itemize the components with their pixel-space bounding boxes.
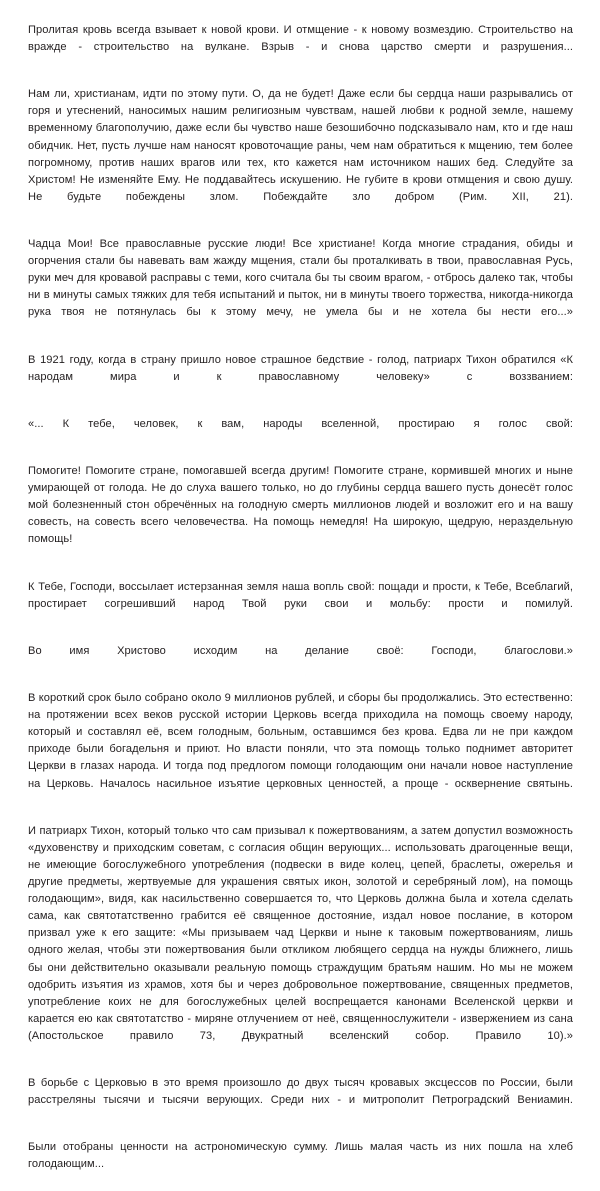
paragraph-10: И патриарх Тихон, который только что сам призывал к пожертвованиям, а затем допустил возможность «духовенству и приходским советам, с согласия общин верующих... использовать драгоценные вещи, не имеющие богослужебного употребления (подвески в виде колец, цепей, браслеты, ожерелья и другие предметы, жертвуемые для украшения святых икон, золотой и серебряный лом), на помощь голодающим», видя, как насильственно совершается то, что Церковь должна была и хотела сделать сама, как святотатственно грабится её священное достояние, издал новое послание, в котором призвал уже к его защите: «Мы призываем чад Церкви и ныне к таковым пожертвованиям, лишь одного желая, чтобы эти пожертвования были откликом любящего сердца на нужды ближнего, лишь бы они действительно оказывали реальную помощь страждущим братьям нашим. Но мы не можем одобрить изъятия из храмов, хотя бы и через добровольное пожертвование, священных предметов, употребление коих не для богослужебных целей воспрещается канонами Вселенской церкви и карается ею как святотатство - миряне отлучением от неё, священнослужители - извержением из сана (Апостольское правило 73, Двукратный вселенский собор. Правило 10).» xyxy=(28,824,573,1042)
paragraph-9: В короткий срок было собрано около 9 миллионов рублей, и сборы бы продолжались. Это естественно: на протяжении всех веков русской истории Церковь всегда приходила на помощь своему народу, который и составлял её, всем голодным, больным, оставшимся без крова. Едва ли не при каждом приходе были богадельня и приют. Но власти поняли, что эта помощь только поднимет авторитет Церкви в глазах народа. И тогда под предлогом помощи голодающим они начали новое наступление на Церковь. Началось насильное изъятие церковных ценностей, а проще - осквернение святынь. xyxy=(28,692,573,790)
document-text-body xyxy=(28,22,573,1191)
paragraph-8: Во имя Христово исходим на делание своё: Господи, благослови.» xyxy=(28,644,573,657)
paragraph-6: Помогите! Помогите стране, помогавшей всегда другим! Помогите стране, кормившей многих и ныне умирающей от голода. Не до слуха вашего только, но до глубины сердца вашего пусть донесёт голос мой болезненный стон обречённых на голодную смерть миллионов людей и возложит его и на вашу совесть, на совесть всего человечества. На помощь немедля! На широкую, щедрую, нераздельную помощь! xyxy=(28,465,573,546)
paragraph-4: В 1921 году, когда в страну пришло новое страшное бедствие - голод, патриарх Тихон обратился «К народам мира и к православному человеку» с воззванием: xyxy=(28,353,573,383)
paragraph-1: Пролитая кровь всегда взывает к новой крови. И отмщение - к новому возмездию. Строительство на вражде - строительство на вулкане. Взрыв - и снова царство смерти и разрушения... xyxy=(28,24,573,54)
paragraph-11: В борьбе с Церковью в это время произошло до двух тысяч кровавых эксцессов по России, были расстреляны тысячи и тысячи верующих. Среди них - и митрополит Петроградский Вениамин. xyxy=(28,1077,573,1107)
paragraph-5: «... К тебе, человек, к вам, народы вселенной, простираю я голос свой: xyxy=(28,417,573,430)
paragraph-7: К Тебе, Господи, воссылает истерзанная земля наша вопль свой: пощади и прости, к Тебе, Всеблагий, простирает согрешивший народ Твой руки свои и мольбу: прости и помилуй. xyxy=(28,580,573,610)
paragraph-3: Чадца Мои! Все православные русские люди! Все христиане! Когда многие страдания, обиды и огорчения стали бы навевать вам жажду мщения, стали бы проталкивать в твои, православная Русь, руки меч для кровавой расправы с теми, кого считала бы ты своим врагом, - отбрось далеко так, чтобы ни в минуты самых тяжких для тебя испытаний и пыток, ни в минуты твоего торжества, никогда-никогда рука твоя не потянулась бы к этому мечу, не умела бы и не хотела бы нести его...» xyxy=(28,238,573,319)
paragraph-12: Были отобраны ценности на астрономическую сумму. Лишь малая часть из них пошла на хлеб голодающим... xyxy=(28,1141,573,1171)
paragraph-2: Нам ли, христианам, идти по этому пути. О, да не будет! Даже если бы сердца наши разрывались от горя и утеснений, наносимых нашим религиозным чувствам, нашей любви к родной земле, нашему временному благополучию, даже если бы чувство наше безошибочно подсказывало нам, кто и где наш обидчик. Нет, пусть лучше нам наносят кровоточащие раны, чем нам обратиться к мщению, тем более погромному, против наших врагов или тех, кто кажется нам источником наших бед. Следуйте за Христом! Не изменяйте Ему. Не поддавайтесь искушению. Не губите в крови отмщения и свою душу. Не будьте побеждены злом. Побеждайте зло добром (Рим. XII, 21). xyxy=(28,88,573,203)
